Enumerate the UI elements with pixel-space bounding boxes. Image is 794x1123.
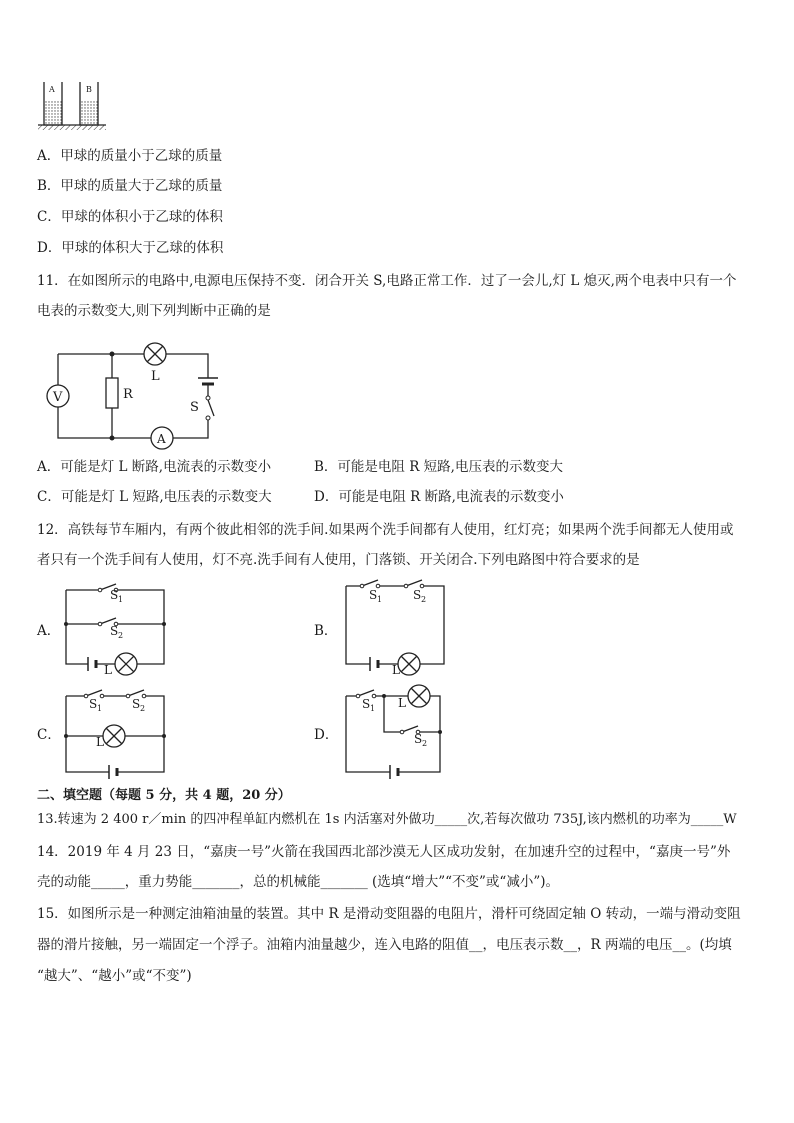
a-lamp-label: L: [104, 663, 112, 677]
q11-option-b: B．可能是电阻 R 短路,电压表的示数变大: [314, 459, 563, 475]
q12-stem-line1: 12．高铁每节车厢内，有两个彼此相邻的洗手间.如果两个洗手间都有人使用，红灯亮；如果两个洗手间都无人使用或: [37, 522, 734, 538]
q15-line1: 15．如图所示是一种测定油箱油量的装置。其中 R 是滑动变阻器的电阻片，滑杆可绕固定轴 O 转动，一端与滑动变阻: [37, 906, 741, 922]
q12-stem-line2: 者只有一个洗手间有人使用，灯不亮.洗手间有人使用，门落锁、开关闭合.下列电路图中符合要求的是: [37, 552, 640, 568]
section-heading-fill-blank: 二、填空题（每题 5 分，共 4 题，20 分）: [37, 788, 291, 803]
d-s2-label: S: [414, 732, 423, 746]
c-s1-label: S: [89, 697, 98, 711]
d-s1-label: S: [362, 697, 371, 711]
q14-line1: 14．2019 年 4 月 23 日，“嘉庚一号”火箭在我国西北部沙漠无人区成功发射，在加速升空的过程中，“嘉庚一号”外: [37, 844, 731, 860]
a-s2-sub: 2: [118, 631, 124, 640]
switch-label: S: [190, 400, 199, 415]
d-lamp-label: L: [398, 696, 406, 710]
d-s2-sub: 2: [422, 739, 428, 748]
a-s1-label: S: [110, 588, 119, 602]
b-s2-label: S: [413, 588, 422, 602]
q12-option-c-label: C．: [37, 727, 61, 743]
q11-stem-line1: 11．在如图所示的电路中,电源电压保持不变．闭合开关 S,电路正常工作．过了一会儿,灯 L 熄灭,两个电表中只有一个: [37, 273, 737, 289]
beaker-b-label: B: [86, 85, 92, 94]
c-lamp-label: L: [96, 735, 104, 749]
b-s1-sub: 1: [377, 595, 383, 604]
b-s1-label: S: [369, 588, 378, 602]
ammeter-label: A: [157, 432, 166, 446]
c-s2-label: S: [132, 697, 141, 711]
q10-option-c: C．甲球的体积小于乙球的体积: [37, 209, 223, 225]
q11-stem-line2: 电表的示数变大,则下列判断中正确的是: [37, 303, 271, 319]
q10-option-a: A．甲球的质量小于乙球的质量: [37, 148, 223, 164]
a-s1-sub: 1: [118, 595, 124, 604]
c-s2-sub: 2: [140, 704, 146, 713]
a-s2-label: S: [110, 624, 119, 638]
q11-option-a: A．可能是灯 L 断路,电流表的示数变小: [37, 459, 272, 475]
q15-line3: “越大”、“越小”或“不变”): [37, 968, 192, 984]
q10-option-d: D．甲球的体积大于乙球的体积: [37, 240, 224, 256]
q12-option-d-label: D．: [314, 727, 339, 743]
beaker-a-label: A: [49, 85, 55, 94]
q12-option-b-label: B．: [314, 623, 338, 639]
q13-text: 13.转速为 2 400 r／min 的四冲程单缸内燃机在 1s 内活塞对外做功_____次,若每次做功 735J,该内燃机的功率为_____W: [37, 812, 737, 827]
q10-option-b: B．甲球的质量大于乙球的质量: [37, 178, 223, 194]
b-lamp-label: L: [392, 663, 400, 677]
q12-circuit-a: [60, 582, 170, 677]
resistor-label: R: [123, 387, 133, 402]
voltmeter-label: V: [53, 390, 63, 405]
q11-option-d: D．可能是电阻 R 断路,电流表的示数变小: [314, 489, 564, 505]
q11-circuit-diagram: [40, 338, 220, 450]
q12-circuit-b: [340, 582, 450, 677]
b-s2-sub: 2: [421, 595, 427, 604]
q14-line2: 壳的动能_____，重力势能_______，总的机械能_______ (选填“增大”“不变”或“减小”)。: [37, 874, 559, 890]
q11-option-c: C．可能是灯 L 短路,电压表的示数变大: [37, 489, 272, 505]
q12-circuit-c: [60, 690, 170, 782]
q12-circuit-d: [340, 686, 450, 782]
c-s1-sub: 1: [97, 704, 103, 713]
q12-option-a-label: A．: [37, 623, 61, 639]
q15-line2: 器的滑片接触，另一端固定一个浮子。油箱内油量越少，连入电路的阻值__，电压表示数__，R 两端的电压__。(均填: [37, 937, 732, 953]
beaker-figure: [36, 80, 126, 132]
lamp-label: L: [151, 369, 160, 384]
d-s1-sub: 1: [370, 704, 376, 713]
